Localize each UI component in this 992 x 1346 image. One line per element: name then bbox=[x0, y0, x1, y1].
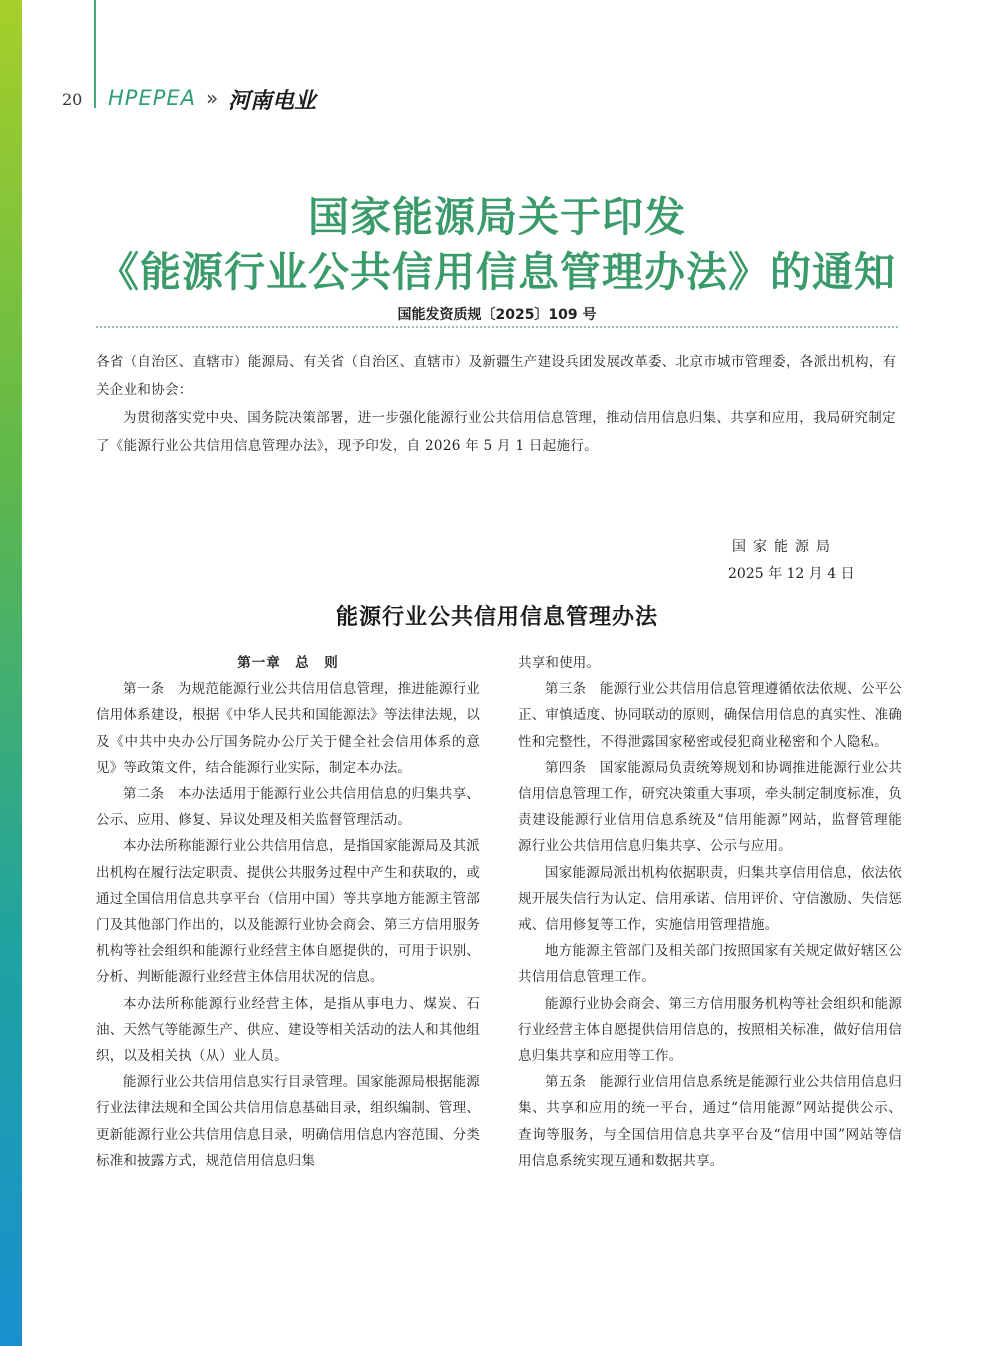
article-paragraph: 国家能源局派出机构依据职责，归集共享信用信息，依法依规开展失信行为认定、信用承诺、信用评价、守信激励、失信惩戒、信用修复等工作，实施信用管理措施。 bbox=[518, 864, 902, 934]
magazine-logo-latin: HPEPEA bbox=[108, 86, 197, 110]
header-divider bbox=[94, 0, 96, 108]
issuer-signature: 国家能源局 bbox=[732, 539, 837, 555]
article-paragraph: 本办法所称能源行业公共信用信息，是指国家能源局及其派出机构在履行法定职责、提供公共服务过程中产生和获取的，或通过全国信用信息共享平台（信用中国）等共享地方能源主管部门及其他部门作出的，以及能源行业协会商会、第三方信用服务机构等社会组织和能源行业经营主体自愿提供的，可用于识别、分析、判断能源行业经营主体信用状况的信息。 bbox=[96, 838, 480, 986]
issue-date: 2025 年 12 月 4 日 bbox=[728, 566, 855, 582]
dotted-divider bbox=[96, 326, 898, 328]
article-paragraph: 第二条 本办法适用于能源行业公共信用信息的归集共享、公示、应用、修复、异议处理及相关监督管理活动。 bbox=[96, 786, 480, 829]
article-paragraph: 地方能源主管部门及相关部门按照国家有关规定做好辖区公共信用信息管理工作。 bbox=[518, 943, 902, 986]
left-column bbox=[96, 650, 480, 1174]
right-column bbox=[518, 650, 902, 1174]
document-number: 国能发资质规〔2025〕109 号 bbox=[397, 307, 597, 323]
notice-paragraph: 为贯彻落实党中央、国务院决策部署，进一步强化能源行业公共信用信息管理，推动信用信息归集、共享和应用，我局研究制定了《能源行业公共信用信息管理办法》，现予印发，自 2026 年 5 月 1 日起施行。 bbox=[96, 410, 896, 454]
article-paragraph: 第一条 为规范能源行业公共信用信息管理，推进能源行业信用体系建设，根据《中华人民共和国能源法》等法律法规，以及《中共中央办公厅国务院办公厅关于健全社会信用体系的意见》等政策文件，结合能源行业实际，制定本办法。 bbox=[96, 681, 480, 776]
article-paragraph: 第三条 能源行业公共信用信息管理遵循依法依规、公平公正、审慎适度、协同联动的原则，确保信用信息的真实性、准确性和完整性，不得泄露国家秘密或侵犯商业秘密和个人隐私。 bbox=[518, 681, 902, 750]
article-paragraph: 能源行业协会商会、第三方信用服务机构等社会组织和能源行业经营主体自愿提供信用信息的，按照相关标准，做好信用信息归集共享和应用等工作。 bbox=[518, 995, 902, 1065]
chapter-heading: 第一章 总 则 bbox=[237, 655, 339, 671]
article-paragraph: 能源行业公共信用信息实行目录管理。国家能源局根据能源行业法律法规和全国公共信用信息基础目录，组织编制、管理、更新能源行业公共信用信息目录，明确信用信息内容范围、分类标准和披露方式，规范信用信息归集 bbox=[96, 1074, 480, 1169]
page-number: 20 bbox=[62, 90, 83, 109]
magazine-logo-chinese: 河南电业 bbox=[228, 89, 317, 114]
continued-text: 共享和使用。 bbox=[518, 655, 601, 671]
notice-title-line-2: 《能源行业公共信用信息管理办法》的通知 bbox=[98, 248, 896, 296]
article-paragraph: 本办法所称能源行业经营主体，是指从事电力、煤炭、石油、天然气等能源生产、供应、建设等相关活动的法人和其他组织，以及相关执（从）业人员。 bbox=[96, 995, 480, 1065]
article-paragraph: 第五条 能源行业信用信息系统是能源行业公共信用信息归集、共享和应用的统一平台，通过“信用能源”网站提供公示、查询等服务，与全国信用信息共享平台及“信用中国”网站等信用信息系统实现互通和数据共享。 bbox=[518, 1074, 902, 1169]
chevron-icon: » bbox=[206, 86, 219, 110]
notice-title-line-1: 国家能源局关于印发 bbox=[308, 193, 686, 241]
article-paragraph: 第四条 国家能源局负责统筹规划和协调推进能源行业公共信用信息管理工作，研究决策重大事项，牵头制定制度标准，负责建设能源行业信用信息系统及“信用能源”网站，监督管理能源行业公共信用信息归集共享、公示与应用。 bbox=[518, 759, 902, 855]
notice-body bbox=[96, 348, 898, 460]
measures-title: 能源行业公共信用信息管理办法 bbox=[335, 605, 658, 630]
notice-recipients: 各省（自治区、直辖市）能源局、有关省（自治区、直辖市）及新疆生产建设兵团发展改革委、北京市城市管理委，各派出机构，有关企业和协会： bbox=[96, 354, 897, 398]
decorative-side-bar bbox=[0, 0, 22, 1346]
